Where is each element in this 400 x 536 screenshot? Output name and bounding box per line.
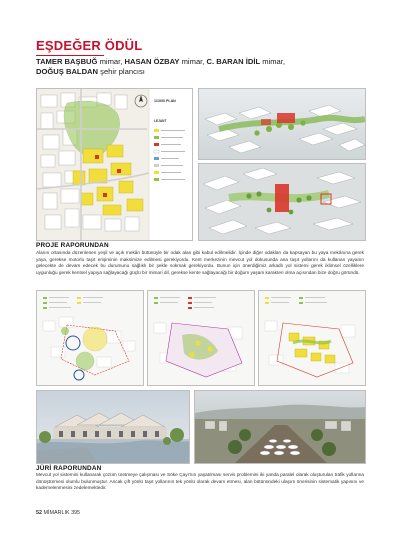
jury-report-text: Mevcut yol sistemini kullanarak çözüm üretmeye çalışması ve Söke Çayı'nın yaşatılması servis problemini iki yanda paralel olarak oluşturulan trafik yollarına dönüştürmesi olumlu bulunmuştur. Ancak çift yönlü taşıt yollarının tek yönlü olarak devam etmesi, alan bütünündeki ulaşım önerisinin sistematik yapısını ve kademelenmesini zedelemektedir.: [36, 472, 364, 491]
aerial-render-bottom: [198, 163, 366, 241]
diagram-3: [258, 290, 366, 386]
north-arrow-icon: [133, 93, 149, 109]
author-name: TAMER BAŞBUĞ: [36, 57, 98, 66]
aerial-render-top-image: [199, 89, 365, 159]
site-plan-figure: [36, 88, 193, 241]
diagram-2-drawing: [148, 291, 254, 385]
award-title: EŞDEĞER ÖDÜL: [36, 38, 143, 53]
author-role: mimar,: [262, 57, 285, 66]
plan-legend-swatches: [152, 127, 192, 217]
diagram-3-drawing: [259, 291, 365, 385]
perspective-render-right: [194, 390, 366, 464]
project-report-heading: PROJE RAPORUNDAN: [36, 242, 109, 249]
author-credits: [36, 57, 356, 77]
perspective-render-right-image: [195, 391, 365, 463]
issue-number: 395: [71, 510, 81, 516]
plan-legend-title: LEJANT: [154, 119, 167, 123]
diagram-1: [36, 290, 144, 386]
author-name: HASAN ÖZBAY: [124, 57, 180, 66]
project-report-text: Alanın ortasında düzenlenen yeşil ve açık mekân bütünüyle bir odak alan gibi kabul edilmelidir. İçinde diğer odakları da kapsayan bu yaya mekânına gerek yaya, gerekse motorlu taşıt erişiminin maksimize edilmesi gerekiyordu. Kent merkezinin mevcut yol dokusunda ana taşıt yollarını da kullanan yayanın gelecekte de devam edecek bu durumunu sağlıklı bir şekle sokmak gerekiyordu. Bunun için önerdiğimiz arkadlı yol sistemi gerek iklimsel özelliklere uygunluğu gerek kentsel yapıya sağlayacağı güçlü bir mimari dil, gerekse kente sağlayacağı bir doğum yaşam karakteri olma açısından bize doğru göründü.: [36, 250, 364, 275]
author-name: DOĞUŞ BALDAN: [36, 67, 99, 76]
author-name: C. BARAN İDİL: [206, 57, 261, 66]
jury-report-heading: JÜRİ RAPORUNDAN: [36, 465, 102, 472]
title-rule: [36, 55, 104, 56]
magazine-name: MİMARLIK: [43, 510, 70, 516]
aerial-render-top: [198, 88, 366, 160]
author-role: mimar,: [99, 57, 123, 66]
author-role: mimar,: [181, 57, 205, 66]
page-number: 52: [36, 510, 42, 516]
author-role: şehir plancısı: [100, 67, 145, 76]
page-footer: [36, 510, 80, 516]
plan-scale-label: 1/1000 PLAN: [154, 99, 176, 103]
aerial-render-bottom-image: [199, 164, 365, 240]
diagram-1-drawing: [37, 291, 143, 385]
diagram-2: [147, 290, 255, 386]
perspective-render-left-image: [37, 391, 189, 463]
perspective-render-left: [36, 390, 190, 464]
